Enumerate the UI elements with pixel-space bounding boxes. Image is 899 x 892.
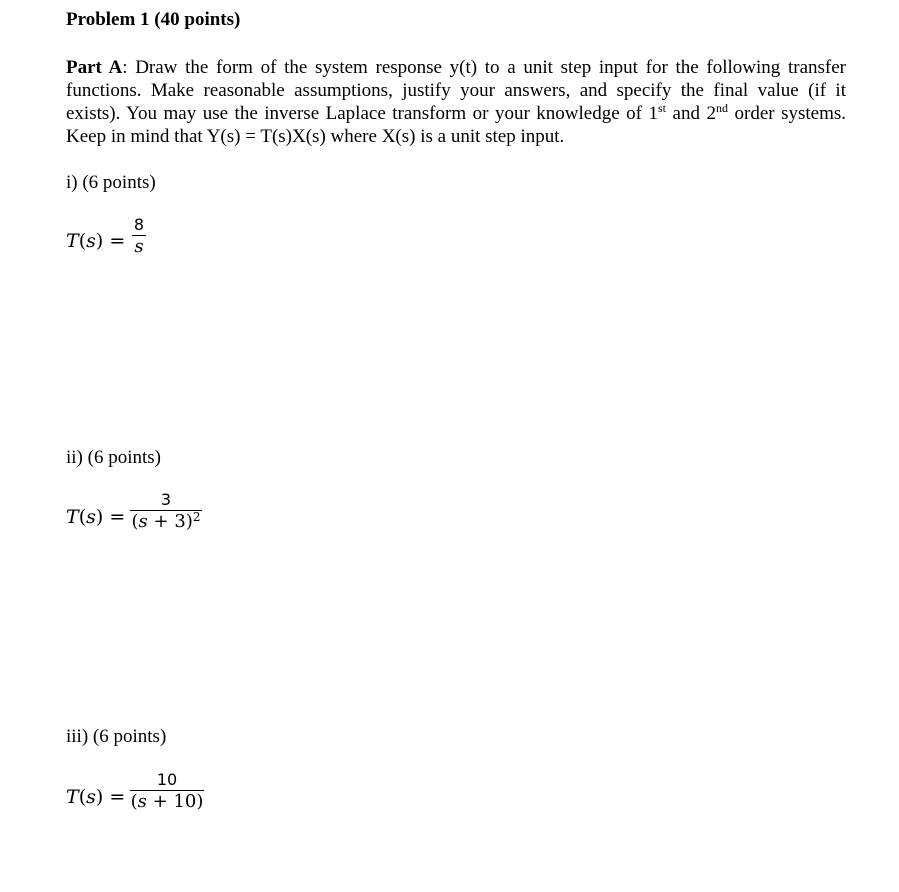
part-a-instructions [66, 56, 846, 148]
item-iii-lhs: T(s) = [66, 786, 126, 808]
item-ii-fraction [130, 490, 202, 533]
part-a-line-3 [66, 102, 846, 125]
item-iii-fraction [130, 770, 204, 813]
part-a-label: Part A [66, 57, 123, 78]
item-iii-denominator: (s + 10) [130, 791, 204, 812]
item-ii-denominator: (s + 3) [131, 511, 193, 532]
item-ii-label: ii) (6 points) [66, 447, 161, 468]
part-a-line-2: functions. Make reasonable assumptions, justify your answers, and specify the final value (if it [66, 80, 846, 101]
item-ii-exponent: 2 [192, 510, 201, 524]
part-a-line-3-pre: exists). You may use the inverse Laplace transform or your knowledge of 1 [66, 103, 659, 124]
item-i-fraction [132, 215, 146, 258]
item-i-label: i) (6 points) [66, 172, 156, 193]
part-a-line-3-mid: and 2 [666, 103, 716, 124]
item-i-lhs: T(s) = [66, 230, 126, 252]
item-ii-lhs: T(s) = [66, 506, 126, 528]
item-iii-numerator: 10 [156, 770, 178, 789]
part-a-line-1 [66, 56, 846, 79]
part-a-line-4: Keep in mind that Y(s) = T(s)X(s) where X(s) is a unit step input. [66, 126, 565, 147]
item-i-denominator: s [134, 236, 144, 257]
item-i-numerator: 8 [133, 215, 145, 234]
item-iii-label: iii) (6 points) [66, 726, 167, 747]
part-a-line-3-post: order systems. [727, 103, 847, 124]
part-a-line-1-text: : Draw the form of the system response y(t) to a unit step input for the following transfer [122, 57, 846, 78]
superscript-st: st [658, 101, 667, 115]
problem-title: Problem 1 (40 points) [66, 9, 241, 30]
superscript-nd: nd [715, 101, 728, 115]
item-ii-numerator: 3 [160, 490, 172, 509]
